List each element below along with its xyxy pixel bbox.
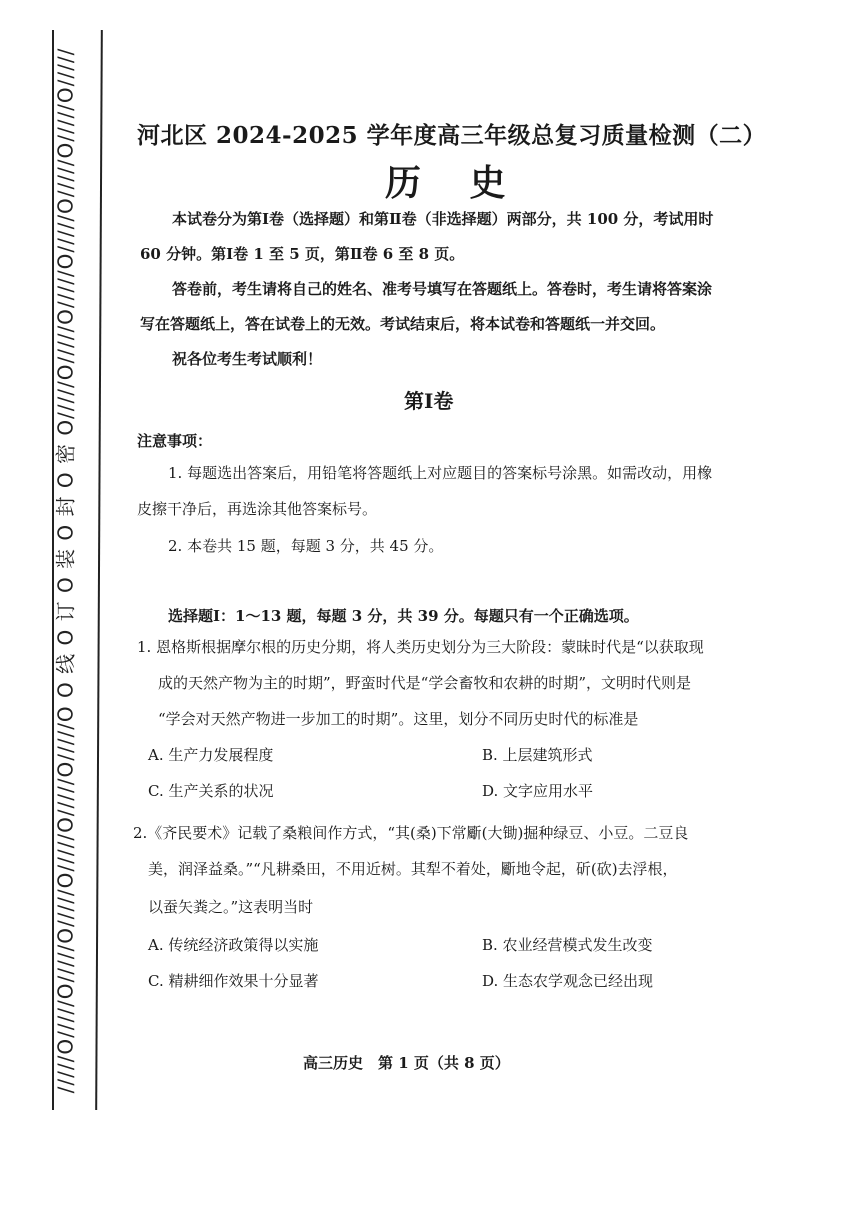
q1-line3: “学会对天然产物进一步加工的时期”。这里，划分不同历史时代的标准是 [158,710,639,728]
q1-option-c: C. 生产关系的状况 [148,782,274,800]
instructions-p2-line2: 写在答题纸上，答在试卷上的无效。考试结束后，将本试卷和答题纸一并交回。 [140,315,666,333]
q1-line2: 成的天然产物为主的时期”，野蛮时代是“学会畜牧和农耕的时期”，文明时代则是 [158,674,692,692]
page-footer: 高三历史 第 1 页（共 8 页） [303,1054,510,1072]
q2-option-a: A. 传统经济政策得以实施 [148,936,319,954]
binding-strip [40,30,88,1110]
instructions-p2-line1: 答卷前，考生请将自己的姓名、准考号填写在答题纸上。答卷时，考生请将答案涂 [172,280,713,298]
notes-heading: 注意事项： [137,432,213,450]
instructions-wish: 祝各位考生考试顺利！ [172,350,323,368]
volume-title: 第Ⅰ卷 [404,389,454,413]
q1-option-d: D. 文字应用水平 [482,782,594,800]
q1-option-a: A. 生产力发展程度 [148,746,274,764]
notes-item2: 2. 本卷共 15 题，每题 3 分，共 45 分。 [168,537,444,555]
section-heading: 选择题Ⅰ：1～13 题，每题 3 分，共 39 分。每题只有一个正确选项。 [168,607,639,625]
instructions-p1-line2: 60 分钟。第Ⅰ卷 1 至 5 页，第Ⅱ卷 6 至 8 页。 [140,245,465,263]
q2-line2: 美，润泽益桑。”“凡耕桑田，不用近树。其犁不着处，斸地令起，斫(砍)去浮根， [148,860,678,878]
q2-option-b: B. 农业经营模式发生改变 [482,936,653,954]
q2-option-c: C. 精耕细作效果十分显著 [148,972,319,990]
q2-option-d: D. 生态农学观念已经出现 [482,972,654,990]
binding-line-right [95,30,103,1110]
notes-item1-line2: 皮擦干净后，再选涂其他答案标号。 [137,500,378,518]
binding-text: /////O/////O/////O/////O/////O/////O/////O O 线 O 订 O 装 O 封 O 密 O/////O/////O/////O/////O/////O/////O///// [53,47,78,1093]
exam-title: 河北区 2024-2025 学年度高三年级总复习质量检测（二） [137,122,767,149]
instructions-p1-line1: 本试卷分为第Ⅰ卷（选择题）和第Ⅱ卷（非选择题）两部分，共 100 分，考试用时 [172,210,714,228]
q2-line3: 以蚕矢粪之。”这表明当时 [148,898,314,916]
subject-title: 历 史 [385,162,524,204]
q1-line1: 1. 恩格斯根据摩尔根的历史分期，将人类历史划分为三大阶段：蒙昧时代是“以获取现 [137,638,704,656]
q2-line1: 2.《齐民要术》记载了桑粮间作方式，“其(桑)下常斸(大锄)掘种绿豆、小豆。二豆良 [133,824,689,842]
notes-item1-line1: 1. 每题选出答案后，用铅笔将答题纸上对应题目的答案标号涂黑。如需改动，用橡 [168,464,713,482]
q1-option-b: B. 上层建筑形式 [482,746,593,764]
